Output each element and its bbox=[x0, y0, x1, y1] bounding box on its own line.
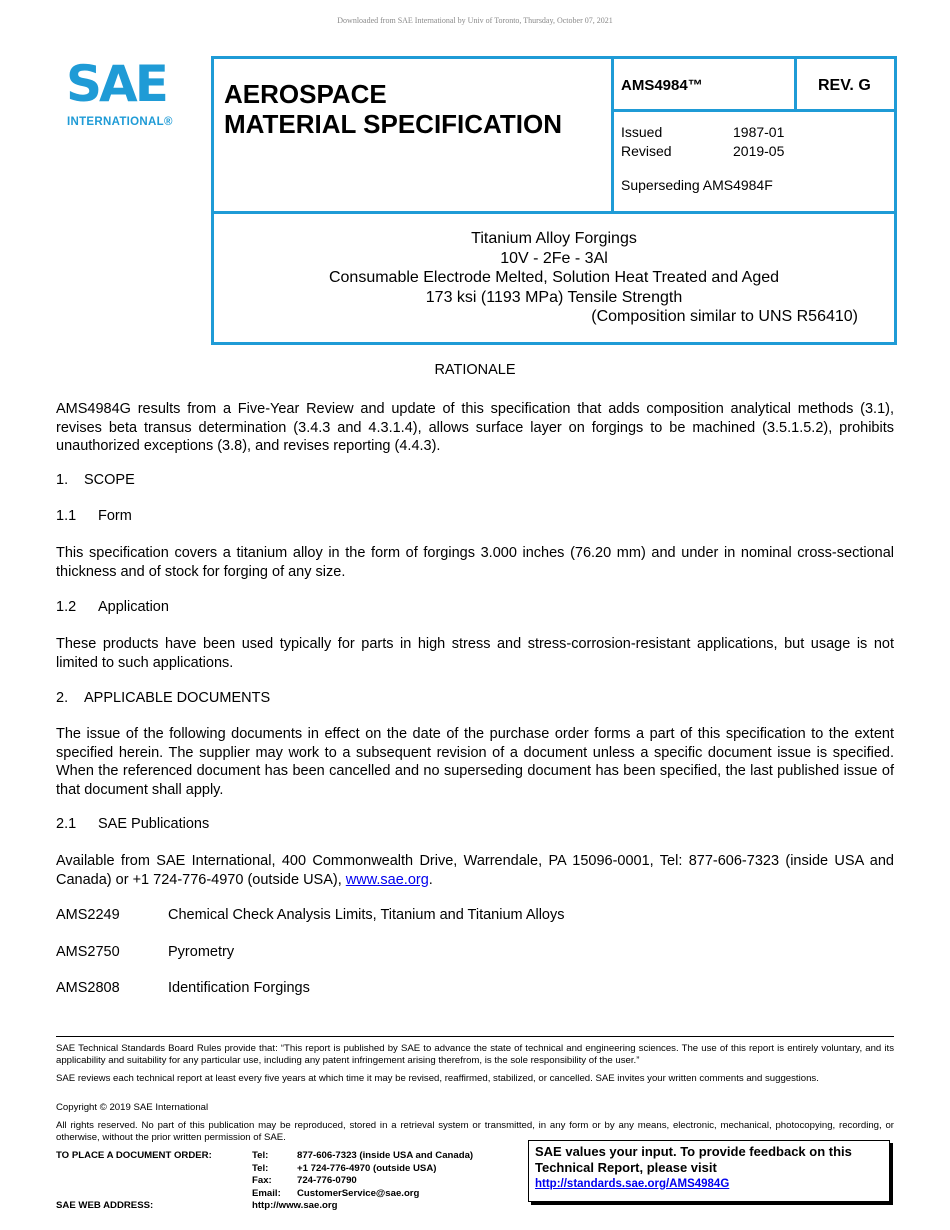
header-box bbox=[211, 56, 897, 345]
sae-logo bbox=[66, 54, 186, 134]
section-1-2-heading: 1.2 Application bbox=[56, 599, 169, 615]
logo-brand: SAE bbox=[66, 55, 166, 113]
feedback-box: SAE values your input. To provide feedback on this Technical Report, please visit http://standards.sae.org/AMS4984G bbox=[528, 1140, 890, 1202]
download-note: Downloaded from SAE International by Univ of Toronto, Thursday, October 07, 2021 bbox=[337, 16, 613, 25]
section-1-1-heading: 1.1 Form bbox=[56, 508, 132, 524]
section-2-1-heading: 2.1 SAE Publications bbox=[56, 816, 210, 832]
revision-label: REV. G bbox=[818, 77, 871, 94]
rights-note: All rights reserved. No part of this publication may be reproduced, stored in a retrieval system or transmitted, in any form or by any means, electronic, mechanical, photocopying, recording, or otherwise, without the prior written permission of SAE. bbox=[56, 1120, 894, 1143]
document-title: Titanium Alloy Forgings 10V - 2Fe - 3Al Consumable Electrode Melted, Solution Heat Treated and Aged 173 ksi (1193 MPa) Tensile Strength (Composition similar to UNS R56410) bbox=[328, 230, 858, 325]
section-2-heading: 2. APPLICABLE DOCUMENTS bbox=[56, 690, 271, 706]
feedback-link[interactable]: http://standards.sae.org/AMS4984G bbox=[535, 1178, 730, 1190]
review-note: SAE reviews each technical report at least every five years at which time it may be revised, reaffirmed, stabilized, or cancelled. SAE invites your written comments and suggestions. bbox=[56, 1073, 819, 1084]
section-2-1-text: Available from SAE International, 400 Commonwealth Drive, Warrendale, PA 15096-0001, Tel: 877-606-7323 (inside USA and Canada) or +1 724-776-4970 (outside USA), www.sae.org. bbox=[56, 853, 894, 888]
section-1-1-text: This specification covers a titanium alloy in the form of forgings 3.000 inches (76.20 mm) and under in nominal cross-sectional thickness and of stock for forging of any size. bbox=[56, 545, 894, 580]
superseding-note: Superseding AMS4984F bbox=[621, 177, 773, 193]
reference-row: AMS2808 Identification Forgings bbox=[56, 980, 310, 996]
board-rules-note: SAE Technical Standards Board Rules provide that: “This report is published by SAE to advance the state of technical and engineering sciences. The use of this report is entirely voluntary, and its applicability and suitability for any particular use, including any patent infringement arising therefrom, is the sole responsibility of the user.” bbox=[56, 1043, 894, 1066]
logo-subtitle: INTERNATIONAL® bbox=[67, 116, 173, 128]
document-type: AEROSPACE MATERIAL SPECIFICATION bbox=[224, 79, 562, 139]
document-number: AMS4984™ bbox=[621, 77, 703, 94]
reference-row: AMS2750 Pyrometry bbox=[56, 944, 235, 960]
order-info: TO PLACE A DOCUMENT ORDER: Tel: 877-606-7323 (inside USA and Canada) Tel: +1 724-776-4970 (outside USA) Fax: 724-776-0790 Email: CustomerService@sae.org SAE WEB ADDRESS: http://www.sae.org bbox=[56, 1150, 474, 1211]
copyright: Copyright © 2019 SAE International bbox=[56, 1102, 209, 1113]
reference-row: AMS2249 Chemical Check Analysis Limits, Titanium and Titanium Alloys bbox=[56, 907, 565, 923]
rationale-heading: RATIONALE bbox=[434, 362, 516, 378]
issue-dates: Issued 1987-01 Revised 2019-05 bbox=[621, 124, 785, 159]
section-2-text: The issue of the following documents in effect on the date of the purchase order forms a part of this specification to the extent specified herein. The supplier may work to a subsequent revision of a document unless a specific document issue is specified. When the referenced document has been cancelled and no superseding document has been specified, the last published issue of that document shall apply. bbox=[56, 726, 894, 798]
section-1-2-text: These products have been used typically for parts in high stress and stress-corrosion-resistant applications, but usage is not limited to such applications. bbox=[56, 636, 894, 671]
section-1-heading: 1. SCOPE bbox=[56, 472, 135, 488]
footer-divider bbox=[56, 1036, 894, 1037]
sae-website-link[interactable]: www.sae.org bbox=[345, 871, 429, 888]
rationale-text: AMS4984G results from a Five-Year Review and update of this specification that adds composition analytical methods (3.1), revises beta transus determination (3.4.3 and 4.3.1.4), allows surface layer on forgings to be machined (3.5.1.5.2), prohibits unauthorized exceptions (3.8), and revises reporting (4.4.3). bbox=[56, 401, 894, 454]
